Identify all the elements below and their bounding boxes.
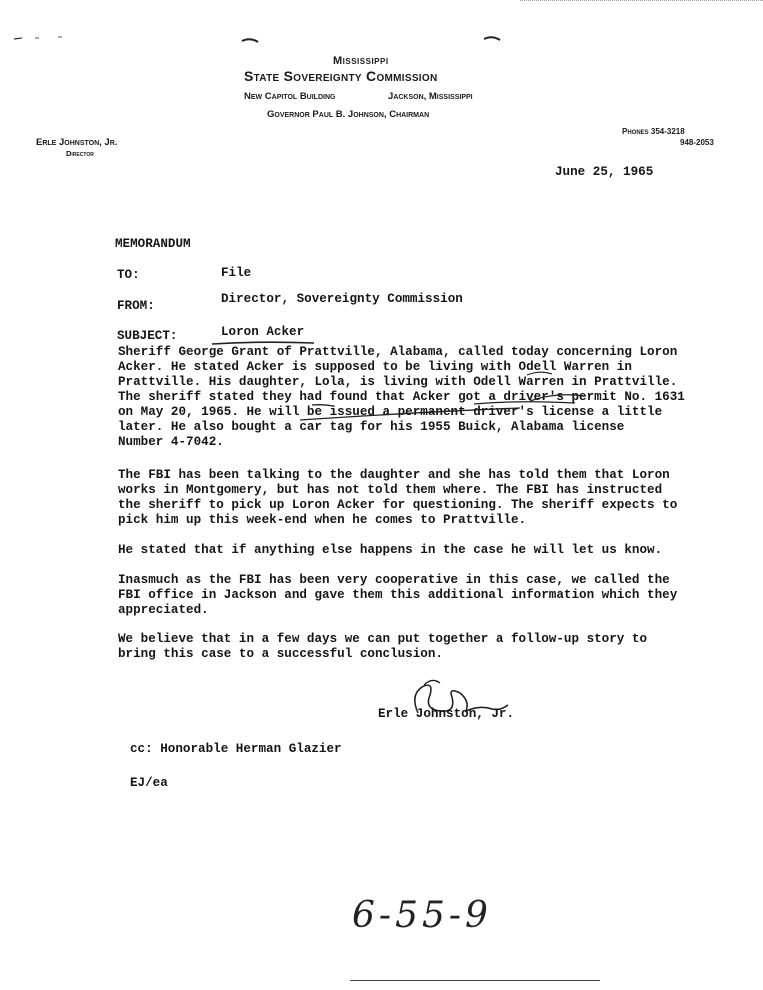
body-line: pick him up this week-end when he comes to Prattville. [118,513,527,527]
body-line: works in Montgomery, but has not told them where. The FBI has instructed [118,483,663,497]
memo-heading: MEMORANDUM [115,237,191,251]
from-label: FROM: [117,299,155,313]
letterhead-phones-second: 948-2053 [680,138,714,147]
to-label: TO: [117,268,140,282]
body-line: Sheriff George Grant of Prattville, Alabama, called today concerning Loron [118,345,678,359]
letterhead-commission: State Sovereignty Commission [244,68,438,84]
body-line: later. He also bought a car tag for his 1955 Buick, Alabama license [118,420,625,434]
body-line: Prattville. His daughter, Lola, is living with Odell Warren in Prattville. [118,375,678,389]
to-value: File [221,266,252,280]
letterhead-building: New Capitol Building [244,91,336,102]
signature-name: Erle Johnston, Jr. [378,707,515,721]
body-line: the sheriff to pick up Loron Acker for questioning. The sheriff expects to [118,498,678,512]
letterhead-director-title: Director [66,149,94,158]
body-line: on May 20, 1965. He will be issued a permanent driver's license a little [118,405,663,419]
body-line: We believe that in a few days we can put together a follow-up story to [118,632,648,646]
body-line: Inasmuch as the FBI has been very cooperative in this case, we called the [118,573,670,587]
from-value: Director, Sovereignty Commission [221,292,463,306]
letterhead-governor: Governor Paul B. Johnson, Chairman [267,109,430,120]
subject-label: SUBJECT: [117,329,178,343]
body-line: The FBI has been talking to the daughter and she has told them that Loron [118,468,670,482]
pen-marks-top [0,25,763,55]
body-line: The sheriff stated they had found that Acker got a driver's permit No. 1631 [118,390,685,404]
letterhead-phones: Phones 354-3218 [622,127,685,136]
scan-edge-marks [520,0,763,3]
letterhead-state: Mississippi [333,55,389,67]
body-line: Number 4-7042. [118,435,224,449]
body-line: Acker. He stated Acker is supposed to be living with Odell Warren in [118,360,632,374]
subject-value: Loron Acker [221,325,305,339]
memo-date: June 25, 1965 [555,165,654,179]
body-line: appreciated. [118,603,209,617]
letterhead-city: Jackson, Mississippi [388,91,473,102]
body-line: FBI office in Jackson and gave them this additional information which they [118,588,678,602]
bottom-rule [350,980,600,981]
body-line: He stated that if anything else happens in the case he will let us know. [118,543,663,557]
file-number: 6-55-9 [352,895,492,936]
letterhead-director-name: Erle Johnston, Jr. [36,137,118,148]
typist-initials: EJ/ea [130,776,168,790]
body-line: bring this case to a successful conclusion. [118,647,443,661]
cc-line: cc: Honorable Herman Glazier [130,742,342,756]
